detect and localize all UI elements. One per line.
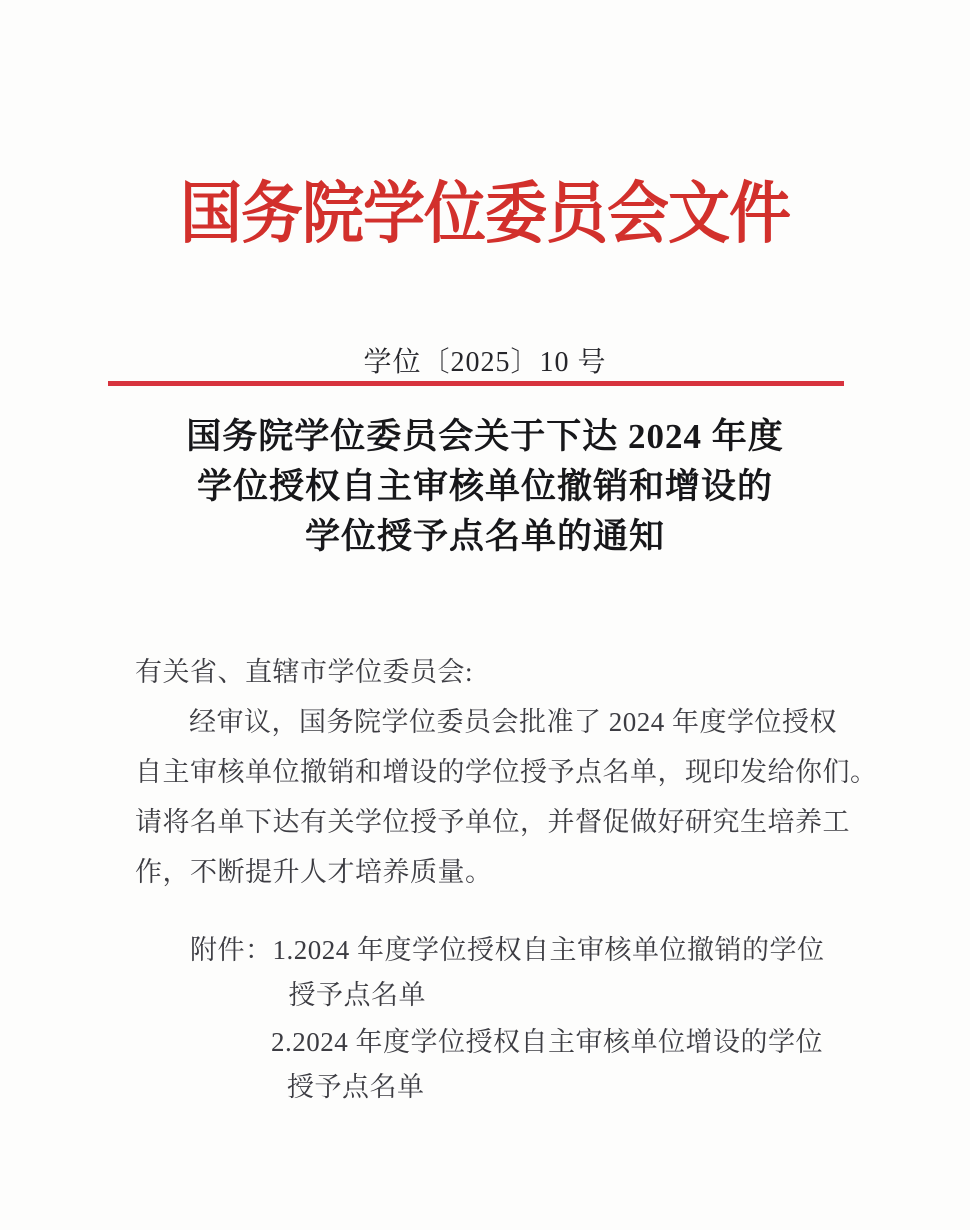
salutation: 有关省、直辖市学位委员会:: [135, 657, 474, 687]
body-paragraph-line-2: 自主审核单位撤销和增设的学位授予点名单，现印发给你们。: [135, 757, 878, 787]
attachment-item-1-line-2: 授予点名单: [288, 980, 426, 1010]
document-number: 学位〔2025〕10 号: [363, 347, 607, 378]
attachment-item-2-line-2: 授予点名单: [287, 1072, 425, 1102]
document-title-line-2: 学位授权自主审核单位撤销和增设的: [196, 467, 773, 506]
attachment-item-1-line-1: 1.2024 年度学位授权自主审核单位撤销的学位: [272, 935, 825, 965]
attachments-section: [190, 928, 825, 1110]
body-paragraph-line-3: 请将名单下达有关学位授予单位，并督促做好研究生培养工: [135, 807, 850, 837]
red-divider-rule: [108, 381, 844, 386]
document-title-line-1: 国务院学位委员会关于下达 2024 年度: [186, 417, 784, 456]
attachment-row-2: [271, 1020, 825, 1110]
body-paragraph-line-4: 作，不断提升人才培养质量。: [135, 857, 493, 887]
attachments-label: 附件：: [190, 935, 273, 965]
document-title: [0, 412, 970, 562]
attachment-item-2-line-1: 2.2024 年度学位授权自主审核单位增设的学位: [271, 1027, 823, 1057]
attachment-item-1: [273, 928, 825, 1018]
attachment-item-2: [271, 1020, 823, 1110]
body-paragraph-line-1: 经审议，国务院学位委员会批准了 2024 年度学位授权: [189, 707, 837, 737]
letterhead-title: 国务院学位委员会文件: [179, 178, 790, 252]
document-title-line-3: 学位授予点名单的通知: [304, 517, 665, 556]
attachment-row-1: [190, 928, 825, 1018]
body-text: [135, 647, 878, 897]
